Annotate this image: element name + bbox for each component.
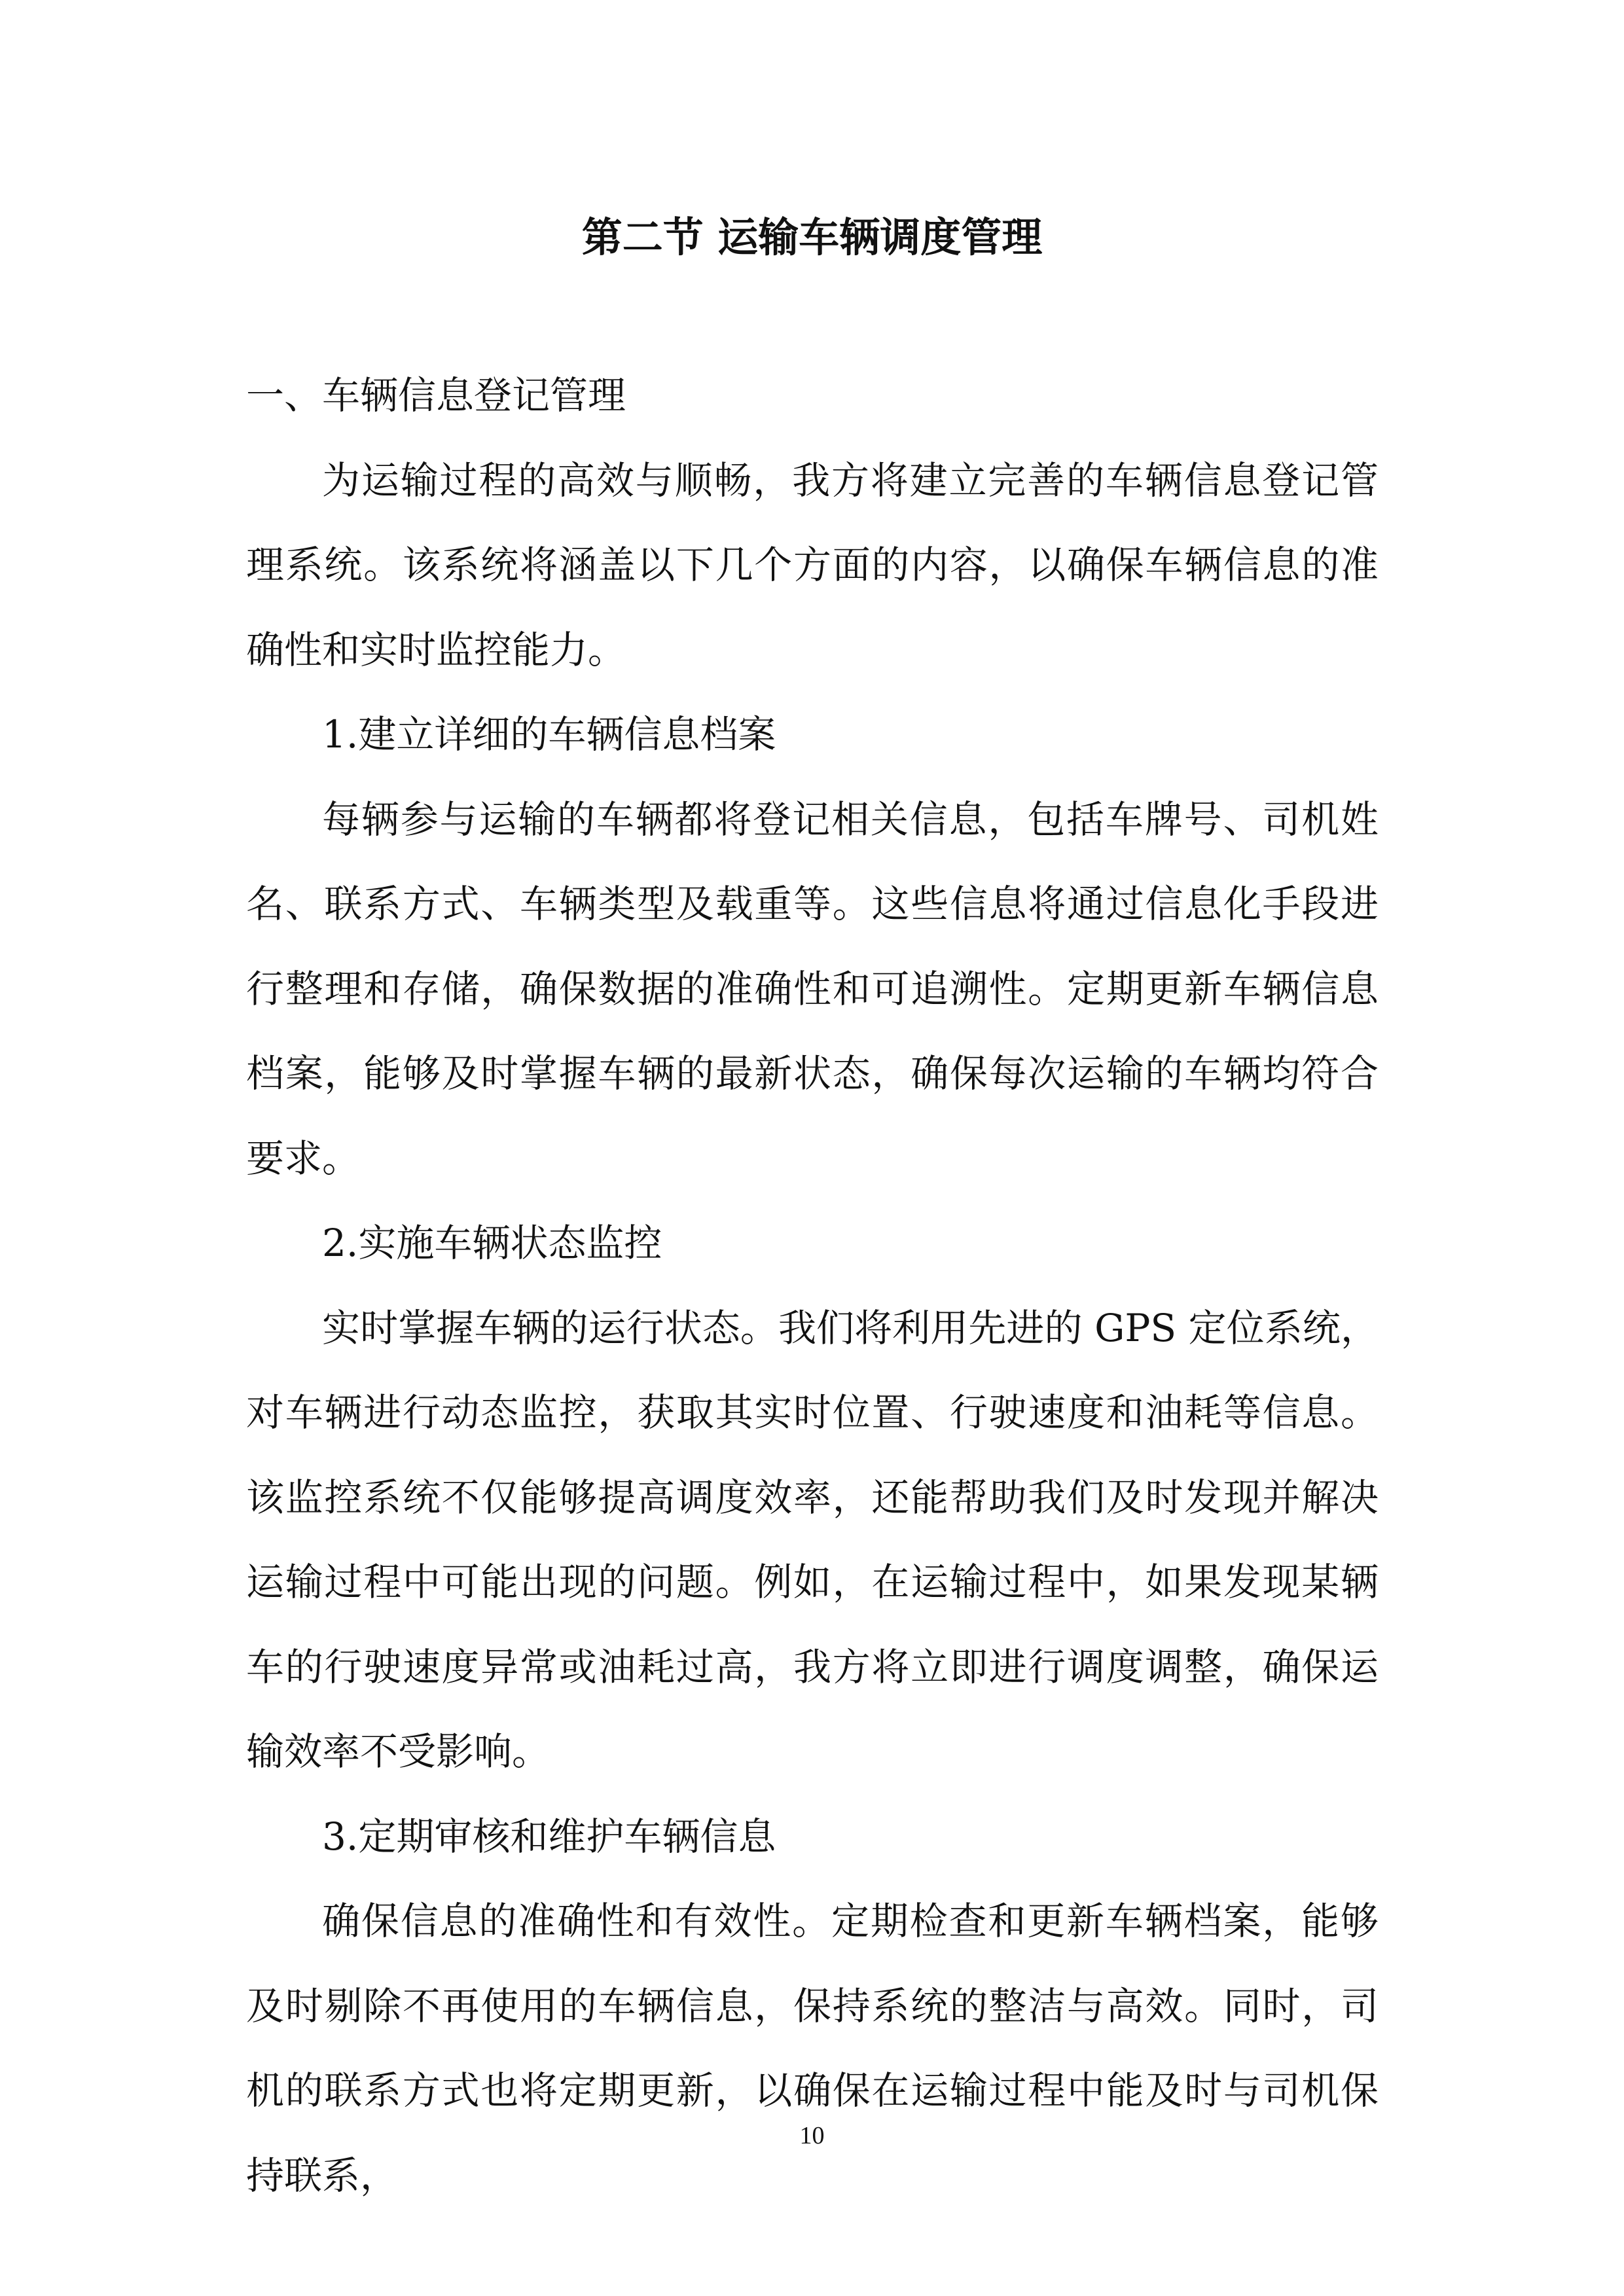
numbered-heading: 2.实施车辆状态监控 (322, 1221, 662, 1265)
paragraph: 实时掌握车辆的运行状态。我们将利用先进的 GPS 定位系统，对车辆进行动态监控，获取其实时位置、行驶速度和油耗等信息。该监控系统不仅能够提高调度效率，还能帮助我们及时发现并解决运输过程中可能出现的问题。例如，在运输过程中，如果发现某辆车的行驶速度异常或油耗过高，我方将立即进行调度调整，确保运输效率不受影响。 (246, 1305, 1379, 1774)
paragraph: 确保信息的准确性和有效性。定期检查和更新车辆档案，能够及时剔除不再使用的车辆信息，保持系统的整洁与高效。同时，司机的联系方式也将定期更新，以确保在运输过程中能及时与司机保持联系， (246, 1899, 1379, 2198)
body-text (246, 353, 1379, 2218)
numbered-heading: 3.定期审核和维护车辆信息 (322, 1814, 776, 1859)
page-number: 10 (799, 2122, 825, 2149)
numbered-heading: 1.建立详细的车辆信息档案 (322, 712, 776, 757)
section-title: 第二节 运输车辆调度管理 (581, 213, 1043, 261)
paragraph: 每辆参与运输的车辆都将登记相关信息，包括车牌号、司机姓名、联系方式、车辆类型及载重等。这些信息将通过信息化手段进行整理和存储，确保数据的准确性和可追溯性。定期更新车辆信息档案，能够及时掌握车辆的最新状态，确保每次运输的车辆均符合要求。 (246, 797, 1379, 1181)
subsection-heading: 一、车辆信息登记管理 (246, 373, 626, 418)
paragraph: 为运输过程的高效与顺畅，我方将建立完善的车辆信息登记管理系统。该系统将涵盖以下几个方面的内容，以确保车辆信息的准确性和实时监控能力。 (246, 457, 1379, 672)
